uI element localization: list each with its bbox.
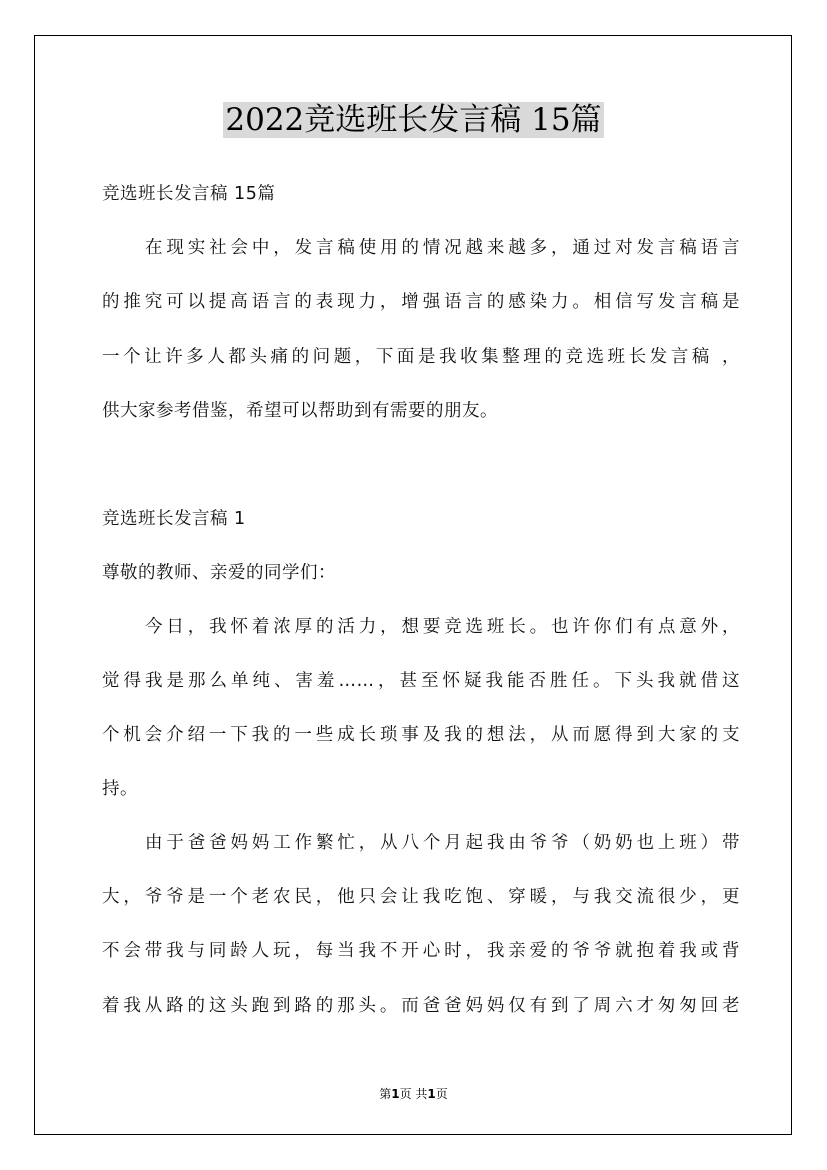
intro-line: 供大家参考借鉴，希望可以帮助到有需要的朋友。 — [102, 401, 498, 421]
intro-line: 一个让许多人都头痛的问题，下面是我收集整理的竞选班长发言稿 ， — [102, 347, 740, 367]
salutation: 尊敬的教师、亲爱的同学们： — [102, 563, 336, 583]
footer-page-total: 1 — [427, 1087, 436, 1101]
paragraph-line: 大，爷爷是一个老农民，他只会让我吃饱、穿暖，与我交流很少，更 — [102, 887, 740, 907]
paragraph-line: 不会带我与同龄人玩，每当我不开心时，我亲爱的爷爷就抱着我或背 — [102, 941, 740, 961]
footer-prefix: 第 — [379, 1087, 392, 1101]
footer-mid: 页 共 — [399, 1087, 428, 1101]
intro-line: 在现实社会中，发言稿使用的情况越来越多，通过对发言稿语言 — [145, 238, 740, 258]
intro-line: 的推究可以提高语言的表现力，增强语言的感染力。相信写发言稿是 — [102, 292, 740, 312]
subtitle: 竞选班长发言稿 15篇 — [102, 184, 276, 204]
paragraph-line: 着我从路的这头跑到路的那头。而爸爸妈妈仅有到了周六才匆匆回老 — [102, 996, 740, 1016]
section-heading: 竞选班长发言稿 1 — [102, 509, 246, 529]
document-title — [0, 99, 827, 141]
page-footer — [0, 1085, 827, 1102]
paragraph-line: 觉得我是那么单纯、害羞……，甚至怀疑我能否胜任。下头我就借这 — [102, 671, 740, 691]
footer-page-number: 1 — [391, 1087, 400, 1101]
document-title-text: 2022竞选班长发言稿 15篇 — [225, 102, 602, 138]
paragraph-line: 由于爸爸妈妈工作繁忙，从八个月起我由爷爷（奶奶也上班）带 — [145, 833, 740, 853]
paragraph-line: 持。 — [102, 779, 138, 799]
paragraph-line: 今日，我怀着浓厚的活力，想要竞选班长。也许你们有点意外， — [145, 617, 740, 637]
paragraph-line: 个机会介绍一下我的一些成长琐事及我的想法，从而愿得到大家的支 — [102, 725, 740, 745]
footer-suffix: 页 — [435, 1087, 448, 1101]
